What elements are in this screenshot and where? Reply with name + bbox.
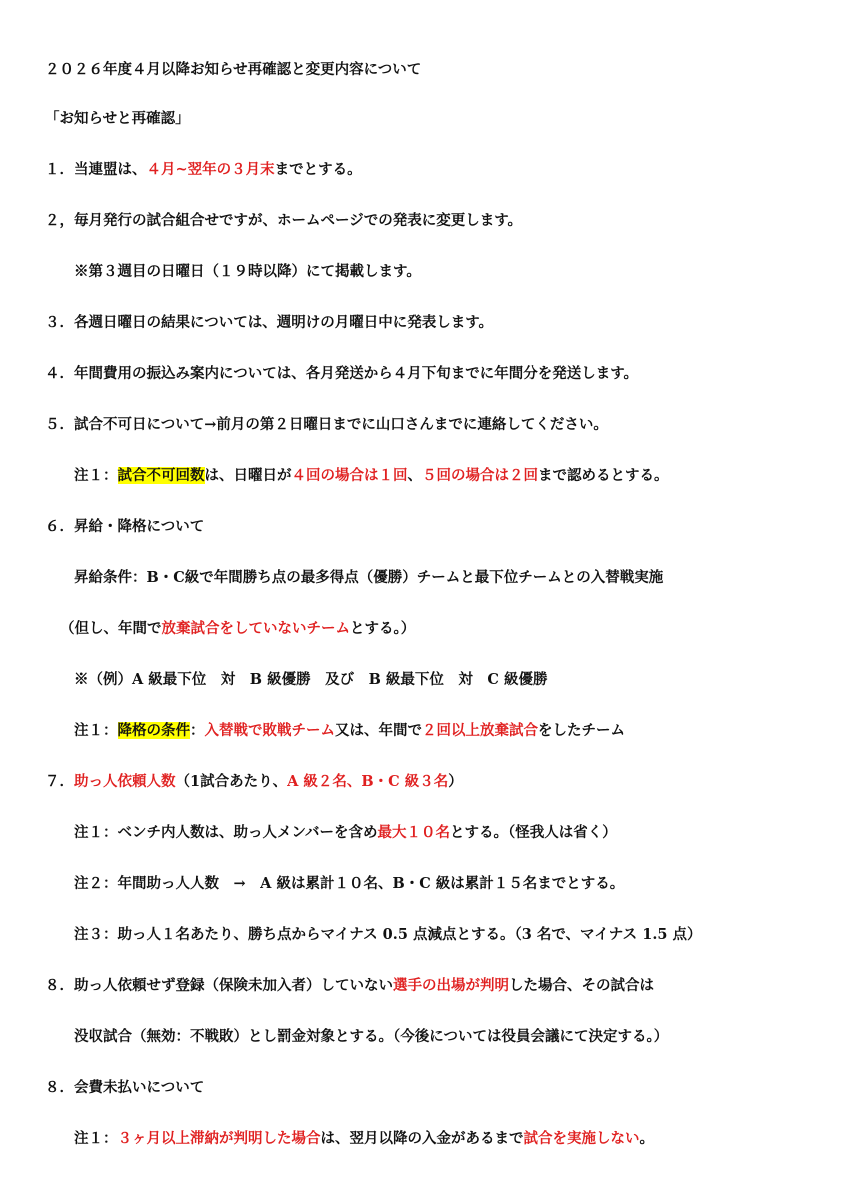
text-segment: 注２：年間助っ人人数 → A 級は累計１０名、B・C 級は累計１５名までとする。 bbox=[74, 875, 625, 892]
emphasis-red-text: ４月~翌年の３月末 bbox=[146, 161, 275, 178]
text-segment: ８．助っ人依頼せず登録（保険未加入者）していない bbox=[45, 977, 393, 994]
emphasis-red-text: A 級２名、B・C 級３名 bbox=[287, 773, 449, 790]
text-segment: までとする。 bbox=[274, 161, 362, 178]
text-segment: は、日曜日が bbox=[204, 467, 292, 484]
text-segment: ８．会費未払いについて bbox=[45, 1079, 205, 1096]
emphasis-red-text: 助っ人依頼人数 bbox=[74, 773, 176, 790]
emphasis-red-text: 試合を実施しない bbox=[523, 1130, 640, 1147]
text-segment: ７． bbox=[45, 773, 74, 790]
text-segment: ： bbox=[190, 722, 205, 739]
item-3 bbox=[45, 312, 493, 334]
emphasis-red-text: ２回以上放棄試合 bbox=[422, 722, 538, 739]
item-7-note-2 bbox=[74, 873, 624, 895]
item-6-proviso bbox=[60, 618, 415, 640]
item-5-note-1 bbox=[74, 465, 669, 487]
text-segment: 注１： bbox=[74, 1130, 118, 1147]
item-2 bbox=[45, 210, 522, 232]
highlighted-text: 試合不可回数 bbox=[117, 467, 205, 484]
text-segment: １．当連盟は、 bbox=[45, 161, 147, 178]
item-8-helpers bbox=[45, 975, 654, 997]
text-segment: とする。） bbox=[350, 620, 416, 637]
item-7-note-1 bbox=[74, 822, 617, 844]
text-segment: 注１： bbox=[74, 467, 118, 484]
item-8-fees bbox=[45, 1077, 204, 1099]
text-segment: 。 bbox=[639, 1130, 654, 1147]
item-6-note-1 bbox=[74, 720, 625, 742]
text-segment: 又は、年間で bbox=[335, 722, 422, 739]
section-heading: 「お知らせと再確認」 bbox=[45, 110, 190, 127]
text-segment: ６．昇給・降格について bbox=[45, 518, 205, 535]
text-segment: ４．年間費用の振込み案内については、各月発送から４月下旬までに年間分を発送します。 bbox=[45, 365, 639, 382]
emphasis-red-text: ５回の場合は２回 bbox=[422, 467, 538, 484]
text-segment: をしたチーム bbox=[538, 722, 625, 739]
emphasis-red-text: 選手の出場が判明 bbox=[393, 977, 509, 994]
emphasis-red-text: ３ヶ月以上滞納が判明した場合 bbox=[117, 1130, 321, 1147]
text-segment: ３．各週日曜日の結果については、週明けの月曜日中に発表します。 bbox=[45, 314, 494, 331]
text-segment: ※（例）A 級最下位 対 B 級優勝 及び B 級最下位 対 C 級優勝 bbox=[74, 671, 548, 688]
item-7 bbox=[45, 771, 463, 793]
item-6-example bbox=[74, 669, 548, 691]
text-segment: とする。（怪我人は省く） bbox=[449, 824, 617, 841]
text-segment: した場合、その試合は bbox=[509, 977, 654, 994]
item-6-promotion-condition bbox=[74, 567, 663, 589]
text-segment: 注３：助っ人１名あたり、勝ち点からマイナス 0.5 点減点とする。（3 名で、マイナス 1.5 点） bbox=[74, 926, 702, 943]
item-8-helpers-cont bbox=[74, 1026, 668, 1048]
emphasis-red-text: 放棄試合をしていないチーム bbox=[161, 620, 350, 637]
item-5 bbox=[45, 414, 608, 436]
item-6 bbox=[45, 516, 204, 538]
text-segment: は、翌月以降の入金があるまで bbox=[320, 1130, 524, 1147]
highlighted-text: 降格の条件 bbox=[117, 722, 190, 739]
document-title: ２０２６年度４月以降お知らせ再確認と変更内容について bbox=[45, 61, 422, 78]
text-segment: ※第３週目の日曜日（１９時以降）にて掲載します。 bbox=[74, 263, 421, 280]
item-8-fees-note-1 bbox=[74, 1128, 654, 1150]
text-segment: 注１：ベンチ内人数は、助っ人メンバーを含め bbox=[74, 824, 378, 841]
text-segment: （但し、年間で bbox=[60, 620, 162, 637]
item-1 bbox=[45, 159, 362, 181]
text-segment: まで認めるとする。 bbox=[538, 467, 669, 484]
text-segment: ） bbox=[448, 773, 463, 790]
text-segment: ５．試合不可日について→前月の第２日曜日までに山口さんまでに連絡してください。 bbox=[45, 416, 608, 433]
item-7-note-3 bbox=[74, 924, 702, 946]
text-segment: 昇給条件：B・C級で年間勝ち点の最多得点（優勝）チームと最下位チームとの入替戦実施 bbox=[74, 569, 664, 586]
text-segment: 、 bbox=[407, 467, 422, 484]
emphasis-red-text: ４回の場合は１回 bbox=[291, 467, 408, 484]
text-segment: 没収試合（無効：不戦敗）とし罰金対象とする。（今後については役員会議にて決定する。） bbox=[74, 1028, 669, 1045]
text-segment: （1試合あたり、 bbox=[175, 773, 288, 790]
emphasis-red-text: 最大１０名 bbox=[377, 824, 450, 841]
emphasis-red-text: 入替戦で敗戦チーム bbox=[204, 722, 335, 739]
text-segment: 注１： bbox=[74, 722, 118, 739]
item-2-note bbox=[74, 261, 421, 283]
text-segment: ２，毎月発行の試合組合せですが、ホームページでの発表に変更します。 bbox=[45, 212, 523, 229]
item-4 bbox=[45, 363, 638, 385]
